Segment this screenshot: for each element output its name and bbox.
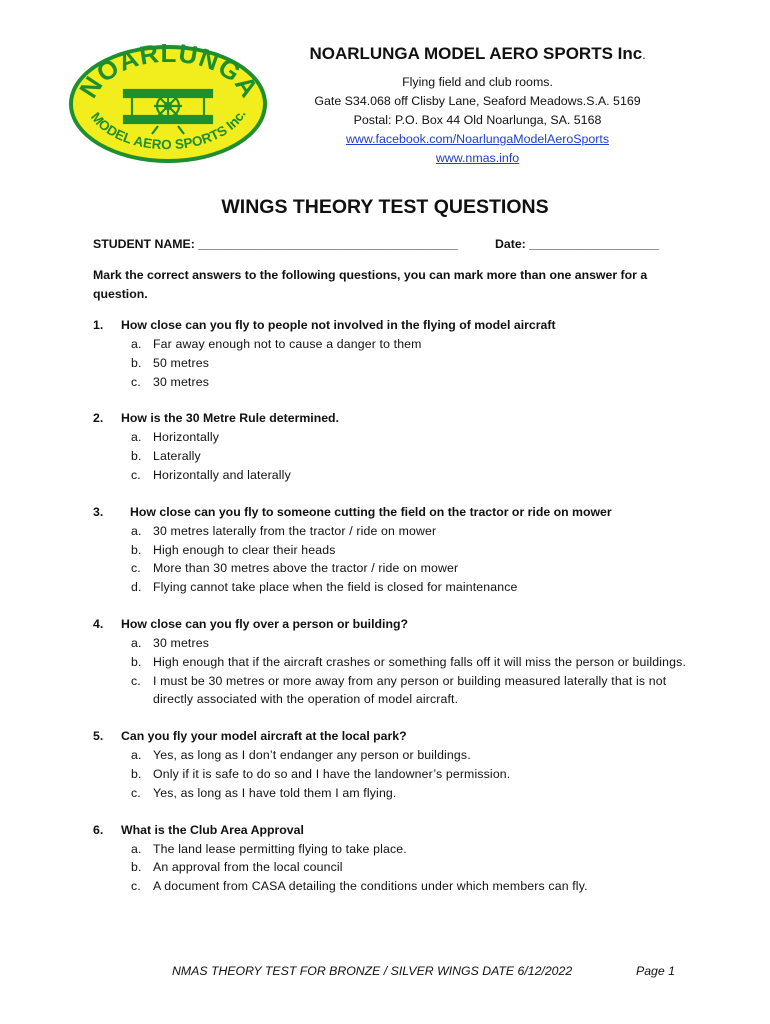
answer-option[interactable] (93, 578, 693, 597)
option-text: Horizontally and laterally (153, 467, 291, 482)
question-text: How close can you fly over a person or building? (121, 616, 408, 631)
option-text: Yes, as long as I don’t endanger any person or buildings. (153, 748, 471, 763)
answer-option[interactable] (93, 746, 693, 765)
option-letter: c. (131, 467, 141, 482)
question-1 (93, 316, 693, 391)
answer-option[interactable] (93, 877, 693, 896)
option-letter: c. (131, 785, 141, 800)
option-text: Flying cannot take place when the field is closed for maintenance (153, 580, 518, 595)
question-number: 3. (93, 504, 104, 519)
club-logo (66, 42, 270, 166)
document-title: WINGS THEORY TEST QUESTIONS (221, 196, 549, 218)
question-list (93, 316, 693, 914)
question-heading (93, 821, 693, 840)
club-address-line: Gate S34.068 off Clisby Lane, Seaford Meadows.S.A. 5169 (314, 94, 641, 108)
facebook-link[interactable]: www.facebook.com/NoarlungaModelAeroSports (345, 132, 610, 146)
option-letter: c. (131, 879, 141, 894)
club-address-line: Flying field and club rooms. (402, 75, 553, 89)
question-text: What is the Club Area Approval (121, 822, 304, 837)
club-name: NOARLUNGA MODEL AERO SPORTS Inc. (309, 44, 646, 63)
question-heading (93, 727, 693, 746)
question-number: 2. (93, 411, 104, 426)
student-name-field[interactable]: STUDENT NAME: ______________________________________ (93, 237, 459, 251)
answer-options (93, 522, 693, 597)
option-letter: c. (131, 673, 141, 688)
option-text: 50 metres (153, 355, 210, 370)
instructions: Mark the correct answers to the following questions, you can mark more than one answer for a question. (93, 268, 648, 301)
option-text: Horizontally (153, 430, 220, 445)
question-text: How close can you fly to people not involved in the flying of model aircraft (121, 318, 556, 332)
question-number: 5. (93, 729, 104, 744)
option-text: Far away enough not to cause a danger to them (153, 337, 422, 351)
question-3 (93, 503, 693, 597)
option-text: Yes, as long as I have told them I am flying. (153, 785, 397, 800)
option-letter: b. (131, 654, 142, 669)
answer-option[interactable] (93, 522, 693, 541)
option-text: More than 30 metres above the tractor / ride on mower (153, 561, 459, 576)
question-heading (93, 615, 693, 634)
answer-option[interactable] (93, 672, 693, 710)
option-text: 30 metres laterally from the tractor / ride on mower (153, 523, 437, 538)
option-letter: a. (131, 430, 142, 445)
answer-option[interactable] (93, 447, 693, 466)
question-text: Can you fly your model aircraft at the local park? (121, 729, 407, 744)
answer-options (93, 840, 693, 896)
question-number: 4. (93, 616, 104, 631)
option-text: 30 metres (153, 635, 210, 650)
answer-options (93, 634, 693, 709)
page-number: Page 1 (636, 964, 675, 978)
option-text: A document from CASA detailing the conditions under which members can fly. (153, 879, 588, 894)
answer-option[interactable] (93, 653, 693, 672)
answer-option[interactable] (93, 354, 693, 373)
answer-option[interactable] (93, 840, 693, 859)
logo-bottom-text: MODEL AERO SPORTS Inc. (87, 107, 249, 153)
option-letter: c. (131, 561, 141, 576)
question-number: 1. (93, 318, 104, 332)
option-text: High enough to clear their heads (153, 542, 336, 557)
question-4 (93, 615, 693, 709)
answer-option[interactable] (93, 335, 693, 354)
club-postal-line: Postal: P.O. Box 44 Old Noarlunga, SA. 5168 (353, 113, 602, 127)
option-letter: a. (131, 748, 142, 763)
option-letter: a. (131, 523, 142, 538)
answer-option[interactable] (93, 858, 693, 877)
footer-text: NMAS THEORY TEST FOR BRONZE / SILVER WINGS DATE 6/12/2022 (172, 964, 573, 978)
option-letter: d. (131, 580, 142, 595)
question-text: How is the 30 Metre Rule determined. (121, 411, 339, 426)
question-number: 6. (93, 822, 104, 837)
answer-option[interactable] (93, 634, 693, 653)
answer-options (93, 746, 693, 802)
answer-options (93, 335, 693, 391)
question-2 (93, 409, 693, 484)
question-heading (93, 409, 693, 428)
answer-option[interactable] (93, 784, 693, 803)
answer-option[interactable] (93, 373, 693, 392)
option-letter: a. (131, 337, 142, 351)
option-letter: a. (131, 841, 142, 856)
option-text: 30 metres (153, 374, 210, 389)
answer-option[interactable] (93, 541, 693, 560)
option-letter: b. (131, 860, 142, 875)
website-link[interactable]: www.nmas.info (435, 151, 520, 165)
option-text: An approval from the local council (153, 860, 343, 875)
answer-option[interactable] (93, 428, 693, 447)
option-letter: b. (131, 766, 142, 781)
question-heading (93, 316, 693, 335)
option-letter: a. (131, 635, 142, 650)
option-text: Only if it is safe to do so and I have the landowner’s permission. (153, 766, 511, 781)
option-letter: b. (131, 542, 142, 557)
question-5 (93, 727, 693, 802)
option-letter: b. (131, 355, 142, 370)
answer-option[interactable] (93, 765, 693, 784)
option-letter: b. (131, 449, 142, 464)
club-header (300, 44, 655, 168)
answer-options (93, 428, 693, 484)
option-letter: c. (131, 374, 141, 389)
option-text: High enough that if the aircraft crashes or something falls off it will miss the person or buildings. (153, 654, 687, 669)
option-text: The land lease permitting flying to take place. (153, 841, 407, 856)
option-text: Laterally (153, 449, 201, 464)
question-text: How close can you fly to someone cutting the field on the tractor or ride on mower (130, 504, 612, 519)
question-6 (93, 821, 693, 896)
date-field[interactable]: Date: ___________________ (495, 237, 660, 251)
question-heading (93, 503, 693, 522)
answer-option[interactable] (93, 466, 693, 485)
answer-option[interactable] (93, 559, 693, 578)
logo-top-text: NOARLUNGA (73, 42, 265, 104)
option-text: I must be 30 metres or more away from any person or building measured laterally that is not directly associated with the operation of model aircraft. (153, 673, 667, 707)
